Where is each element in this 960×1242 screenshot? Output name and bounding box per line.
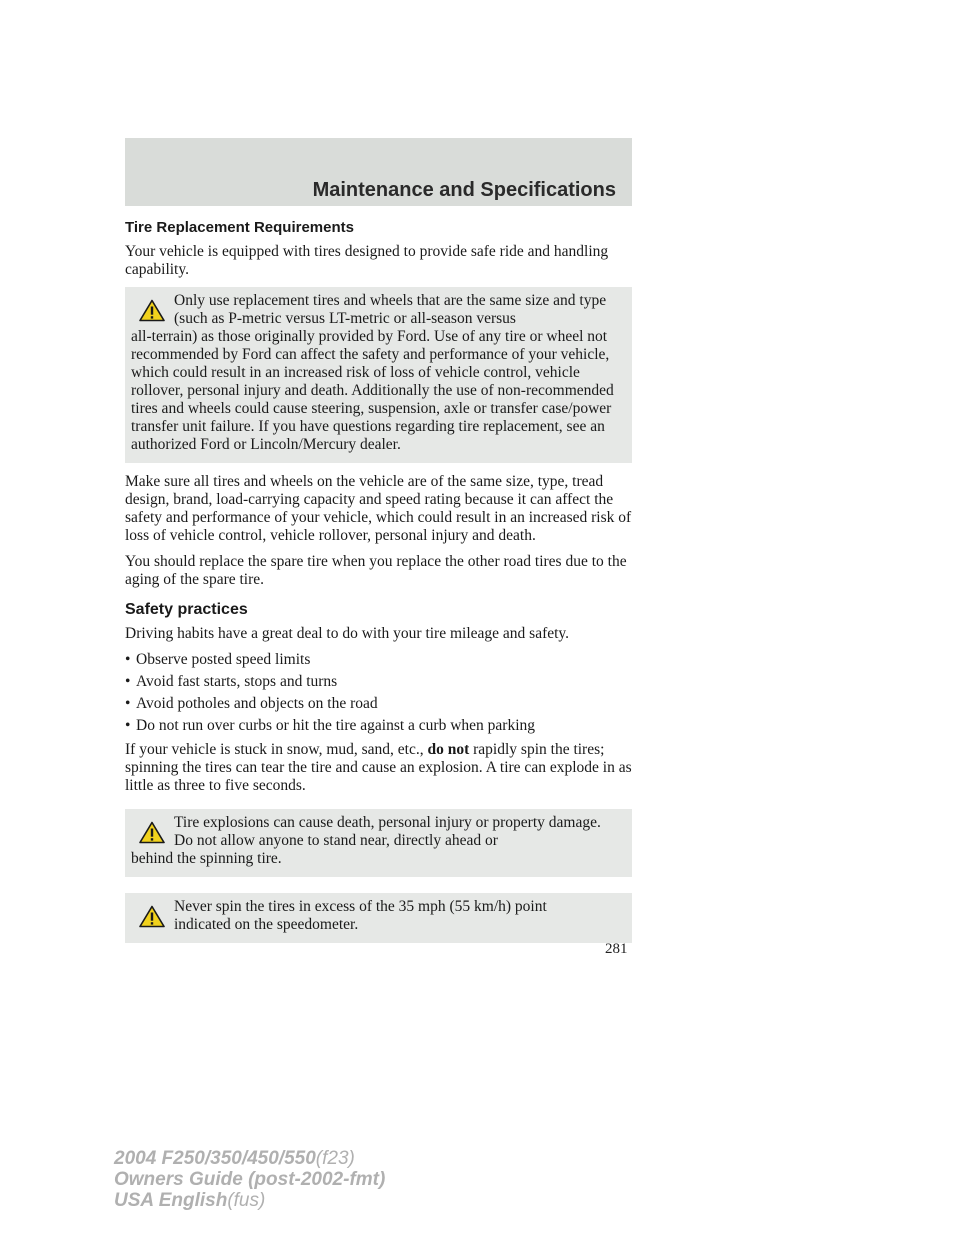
- list-item: • Avoid fast starts, stops and turns: [125, 673, 338, 690]
- section-title: Maintenance and Specifications: [312, 179, 616, 201]
- list-item: • Do not run over curbs or hit the tire against a curb when parking: [125, 717, 536, 734]
- bullet-icon: •: [125, 717, 131, 734]
- heading-tire-replacement: Tire Replacement Requirements: [125, 219, 354, 236]
- heading-safety-practices: Safety practices: [125, 601, 248, 618]
- matching-tires-paragraph: Make sure all tires and wheels on the vehicle are of the same size, type, tread design, brand, load-carrying capacity and speed rating because it can affect the safety and performance of your vehicle, which could result in an increased risk of loss of vehicle control, vehicle rollover, personal injury and death.: [125, 473, 632, 544]
- bullet-icon: •: [125, 695, 131, 712]
- warning-box-speed: [125, 893, 632, 943]
- stuck-vehicle-paragraph: If your vehicle is stuck in snow, mud, sand, etc., do not rapidly spin the tires; spinning the tires can tear the tire and cause an explosion. A tire can explode in as little as three to five seconds.: [125, 741, 632, 794]
- emphasis-do-not: do not: [427, 741, 470, 758]
- footer-line-language: USA English(fus): [114, 1190, 266, 1211]
- bullet-icon: •: [125, 651, 131, 668]
- page-number: 281: [605, 941, 628, 957]
- footer-line-guide: Owners Guide (post-2002-fmt): [114, 1169, 386, 1190]
- document-footer: [114, 1148, 385, 1211]
- warning-triangle-icon: [139, 905, 165, 928]
- section-header-band: [125, 138, 632, 206]
- warning-text: Only use replacement tires and wheels that are the same size and type (such as P-metric versus LT-metric or all-season versus all-terrain) as those originally provided by Ford. Use of any tire or wheel not recommended by Ford can affect the safety and performance of your vehicle, which could result in an increased risk of loss of vehicle control, vehicle rollover, personal injury and death. Additionally the use of non-recommended tires and wheels could cause steering, suspension, axle or transfer case/power transfer unit failure. If you have questions regarding tire replacement, see an authorized Ford or Lincoln/Mercury dealer.: [131, 292, 614, 453]
- safety-bullet-list: [125, 651, 637, 735]
- driving-habits-paragraph: Driving habits have a great deal to do with your tire mileage and safety.: [125, 625, 570, 642]
- page-content: [125, 218, 637, 953]
- warning-text: Tire explosions can cause death, personal injury or property damage. Do not allow anyone to stand near, directly ahead or behind the spinning tire.: [131, 814, 601, 867]
- warning-triangle-icon: [139, 821, 165, 844]
- footer-line-model: 2004 F250/350/450/550(f23): [114, 1148, 355, 1169]
- warning-box-explosion: [125, 809, 632, 877]
- warning-text: Never spin the tires in excess of the 35 mph (55 km/h) point indicated on the speedometer.: [174, 898, 547, 933]
- list-item: • Observe posted speed limits: [125, 651, 311, 668]
- list-item: • Avoid potholes and objects on the road: [125, 695, 378, 712]
- warning-box-replacement: [125, 287, 632, 463]
- bullet-icon: •: [125, 673, 131, 690]
- warning-triangle-icon: [139, 299, 165, 322]
- intro-paragraph: Your vehicle is equipped with tires designed to provide safe ride and handling capability.: [125, 243, 609, 278]
- spare-tire-paragraph: You should replace the spare tire when you replace the other road tires due to the aging of the spare tire.: [125, 553, 627, 588]
